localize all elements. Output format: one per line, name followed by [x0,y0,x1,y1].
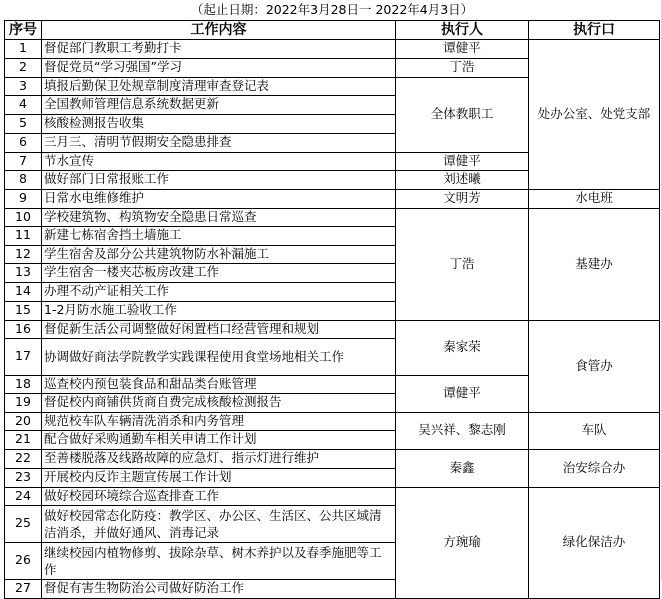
cell-content[interactable]: 继续校园内植物修剪、拔除杂草、树木养护以及春季施肥等工作 [42,542,396,579]
cell-executor[interactable]: 谭健平 [396,152,529,170]
cell-content[interactable]: 做好部门日常报账工作 [42,170,396,189]
cell-content[interactable]: 填报后勤保卫处规章制度清理审查登记表 [42,77,396,95]
header-executor[interactable]: 执行人 [396,20,529,39]
cell-content[interactable]: 新建七栋宿舍挡土墙施工 [42,226,396,245]
cell-content[interactable]: 规范校车队车辆清洗消杀和内务管理 [42,412,396,430]
cell-content[interactable]: 学校建筑物、构筑物安全隐患日常巡查 [42,208,396,226]
cell-executor[interactable]: 刘述曦 [396,170,529,189]
cell-content[interactable]: 三月三、清明节假期安全隐患排查 [42,133,396,152]
cell-content[interactable]: 巡查校内预包装食品和甜品类台账管理 [42,375,396,393]
cell-exec-dept[interactable]: 基建办 [529,208,660,320]
table-row [5,208,660,226]
cell-seq[interactable]: 25 [5,505,42,542]
cell-seq[interactable]: 19 [5,393,42,412]
work-plan-table [4,0,660,599]
table-row [5,412,660,430]
cell-seq[interactable]: 5 [5,114,42,133]
cell-exec-dept[interactable]: 治安综合办 [529,449,660,487]
cell-executor[interactable]: 方琬瑜 [396,487,529,598]
cell-content[interactable]: 督促有害生物防治公司做好防治工作 [42,579,396,598]
cell-executor[interactable]: 丁浩 [396,208,529,320]
cell-seq[interactable]: 26 [5,542,42,579]
cell-content[interactable]: 督促校内商铺供货商自费完成核酸检测报告 [42,393,396,412]
title-row [5,0,660,20]
cell-content[interactable]: 学生宿舍一楼夹芯板房改建工作 [42,263,396,282]
table-row [5,449,660,468]
cell-content[interactable]: 协调做好商法学院教学实践课程使用食堂场地相关工作 [42,338,396,375]
cell-seq[interactable]: 7 [5,152,42,170]
cell-seq[interactable]: 4 [5,95,42,114]
cell-exec-dept[interactable]: 绿化保洁办 [529,487,660,598]
cell-content[interactable]: 日常水电维修维护 [42,189,396,208]
cell-seq[interactable]: 15 [5,301,42,320]
cell-seq[interactable]: 20 [5,412,42,430]
cell-content[interactable]: 全国教师管理信息系统数据更新 [42,95,396,114]
cell-seq[interactable]: 23 [5,468,42,487]
cell-seq[interactable]: 2 [5,58,42,77]
cell-seq[interactable]: 21 [5,430,42,449]
cell-seq[interactable]: 6 [5,133,42,152]
cell-seq[interactable]: 9 [5,189,42,208]
cell-executor[interactable]: 秦家荣 [396,320,529,375]
cell-executor[interactable]: 文明芳 [396,189,529,208]
cell-content[interactable]: 学生宿舍及部分公共建筑物防水补漏施工 [42,245,396,263]
cell-seq[interactable]: 17 [5,338,42,375]
cell-seq[interactable]: 3 [5,77,42,95]
table-row [5,189,660,208]
cell-seq[interactable]: 12 [5,245,42,263]
cell-executor[interactable]: 丁浩 [396,58,529,77]
cell-content[interactable]: 配合做好采购通勤车相关申请工作计划 [42,430,396,449]
cell-content[interactable]: 督促党员“学习强国”学习 [42,58,396,77]
header-exec-dept[interactable]: 执行口 [529,20,660,39]
cell-seq[interactable]: 8 [5,170,42,189]
cell-content[interactable]: 核酸检测报告收集 [42,114,396,133]
cell-content[interactable]: 节水宣传 [42,152,396,170]
header-content[interactable]: 工作内容 [42,20,396,39]
date-range-title: （起止日期：2022年3月28日一 2022年4月3日） [5,0,660,20]
cell-seq[interactable]: 18 [5,375,42,393]
cell-seq[interactable]: 22 [5,449,42,468]
cell-exec-dept[interactable]: 车队 [529,412,660,449]
cell-content[interactable]: 开展校内反诈主题宣传展工作计划 [42,468,396,487]
cell-exec-dept[interactable]: 处办公室、处党支部 [529,39,660,189]
cell-seq[interactable]: 11 [5,226,42,245]
cell-seq[interactable]: 13 [5,263,42,282]
cell-content[interactable]: 督促部门教职工考勤打卡 [42,39,396,58]
cell-executor[interactable]: 全体教职工 [396,77,529,152]
cell-executor[interactable]: 吴兴祥、黎志刚 [396,412,529,449]
cell-content[interactable]: 1-2月防水施工验收工作 [42,301,396,320]
cell-exec-dept[interactable]: 水电班 [529,189,660,208]
cell-seq[interactable]: 24 [5,487,42,505]
cell-content[interactable]: 做好校园常态化防疫：教学区、办公区、生活区、公共区域清洁消杀，并做好通风、消毒记录 [42,505,396,542]
cell-content[interactable]: 督促新生活公司调整做好闲置档口经营管理和规划 [42,320,396,338]
cell-seq[interactable]: 1 [5,39,42,58]
cell-content[interactable]: 办理不动产证相关工作 [42,282,396,301]
cell-executor[interactable]: 谭健平 [396,375,529,412]
table-row [5,320,660,338]
cell-seq[interactable]: 10 [5,208,42,226]
cell-seq[interactable]: 16 [5,320,42,338]
header-seq[interactable]: 序号 [5,20,42,39]
header-row [5,20,660,39]
cell-content[interactable]: 至善楼脱落及线路故障的应急灯、指示灯进行维护 [42,449,396,468]
cell-exec-dept[interactable]: 食管办 [529,320,660,412]
cell-seq[interactable]: 14 [5,282,42,301]
cell-seq[interactable]: 27 [5,579,42,598]
cell-content[interactable]: 做好校园环境综合巡查排查工作 [42,487,396,505]
table-row [5,39,660,58]
cell-executor[interactable]: 秦鑫 [396,449,529,487]
cell-executor[interactable]: 谭健平 [396,39,529,58]
table-row [5,487,660,505]
